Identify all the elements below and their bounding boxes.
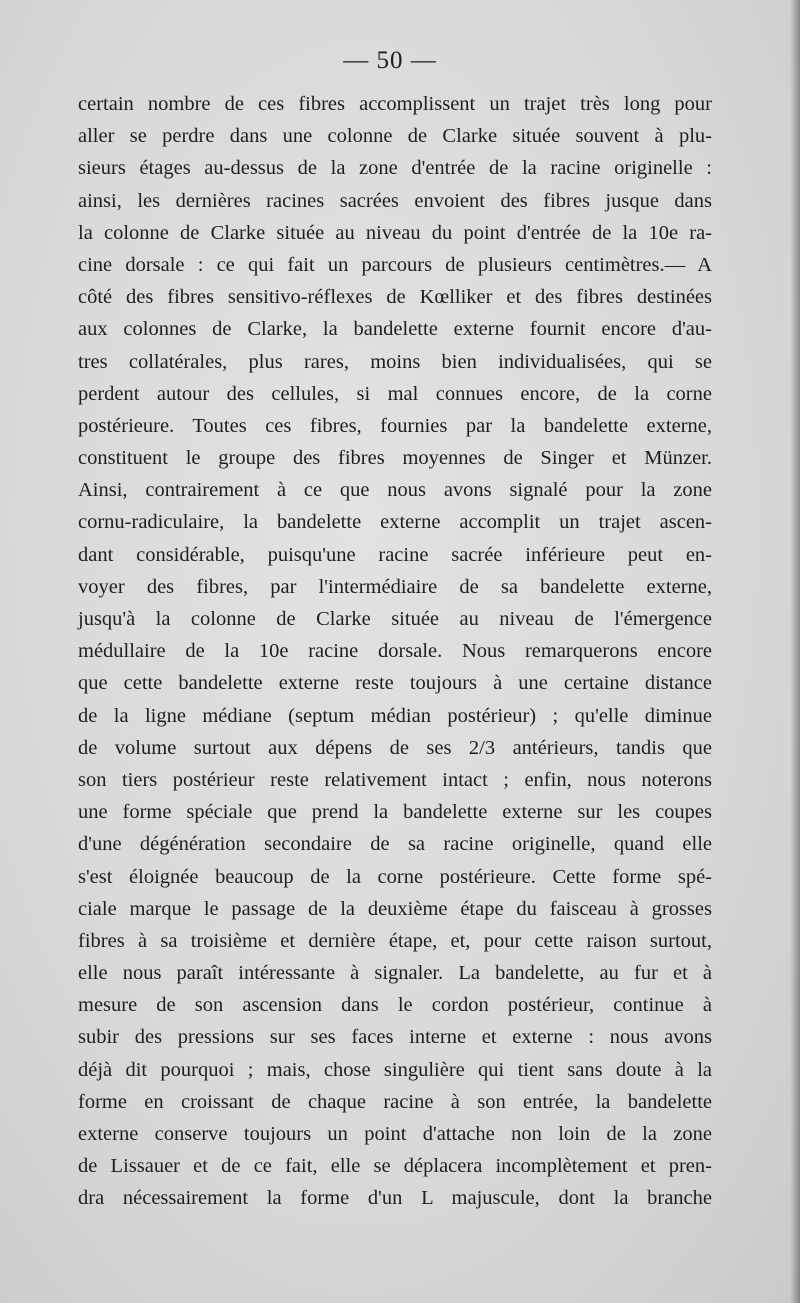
text-line: que cette bandelette externe reste toujours à une certaine distance xyxy=(78,672,712,695)
text-line: ciale marque le passage de la deuxième étape du faisceau à grosses xyxy=(78,897,712,920)
text-line: cine dorsale : ce qui fait un parcours de plusieurs centimètres.— A xyxy=(78,253,712,276)
text-line: déjà dit pourquoi ; mais, chose singulière qui tient sans doute à la xyxy=(78,1058,712,1081)
text-line: côté des fibres sensitivo-réflexes de Kœlliker et des fibres destinées xyxy=(78,286,712,309)
text-line: cornu-radiculaire, la bandelette externe accomplit un trajet ascen- xyxy=(78,511,712,534)
text-line: son tiers postérieur reste relativement intact ; enfin, nous noterons xyxy=(78,768,712,791)
text-line: forme en croissant de chaque racine à son entrée, la bandelette xyxy=(78,1090,712,1113)
text-line: d'une dégénération secondaire de sa racine originelle, quand elle xyxy=(78,833,712,856)
text-line: Ainsi, contrairement à ce que nous avons signalé pour la zone xyxy=(78,479,712,502)
page-edge-shadow xyxy=(790,0,800,1303)
text-line: la colonne de Clarke située au niveau du point d'entrée de la 10e ra- xyxy=(78,221,712,244)
text-line: postérieure. Toutes ces fibres, fournies par la bandelette externe, xyxy=(78,414,712,437)
text-line: voyer des fibres, par l'intermédiaire de sa bandelette externe, xyxy=(78,575,712,598)
text-line: de la ligne médiane (septum médian postérieur) ; qu'elle diminue xyxy=(78,704,712,727)
text-line: tres collatérales, plus rares, moins bien individualisées, qui se xyxy=(78,350,712,373)
text-line: subir des pressions sur ses faces interne et externe : nous avons xyxy=(78,1026,712,1049)
text-line: médullaire de la 10e racine dorsale. Nous remarquerons encore xyxy=(78,640,712,663)
text-line: sieurs étages au-dessus de la zone d'entrée de la racine originelle : xyxy=(78,157,712,180)
text-line: fibres à sa troisième et dernière étape, et, pour cette raison surtout, xyxy=(78,929,712,952)
text-line: de volume surtout aux dépens de ses 2/3 antérieurs, tandis que xyxy=(78,736,712,759)
text-line: externe conserve toujours un point d'attache non loin de la zone xyxy=(78,1123,712,1145)
text-line: aux colonnes de Clarke, la bandelette externe fournit encore d'au- xyxy=(78,318,712,341)
text-line: certain nombre de ces fibres accomplissent un trajet très long pour xyxy=(78,93,712,115)
body-text xyxy=(78,88,712,1215)
text-line: elle nous paraît intéressante à signaler. La bandelette, au fur et à xyxy=(78,962,712,985)
text-line: dant considérable, puisqu'une racine sacrée inférieure peut en- xyxy=(78,543,712,566)
text-line: mesure de son ascension dans le cordon postérieur, continue à xyxy=(78,994,712,1017)
text-line: ainsi, les dernières racines sacrées envoient des fibres jusque dans xyxy=(78,189,712,212)
text-line: de Lissauer et de ce fait, elle se déplacera incomplètement et pren- xyxy=(78,1155,712,1178)
text-line: dra nécessairement la forme d'un L majuscule, dont la branche xyxy=(78,1187,712,1210)
page-number: — 50 — xyxy=(343,47,437,74)
text-line: une forme spéciale que prend la bandelette externe sur les coupes xyxy=(78,801,712,824)
text-line: s'est éloignée beaucoup de la corne postérieure. Cette forme spé- xyxy=(78,865,712,888)
text-line: constituent le groupe des fibres moyennes de Singer et Münzer. xyxy=(78,447,712,470)
text-line: perdent autour des cellules, si mal connues encore, de la corne xyxy=(78,382,712,405)
text-line: aller se perdre dans une colonne de Clarke située souvent à plu- xyxy=(78,125,712,148)
text-line: jusqu'à la colonne de Clarke située au niveau de l'émergence xyxy=(78,608,712,630)
